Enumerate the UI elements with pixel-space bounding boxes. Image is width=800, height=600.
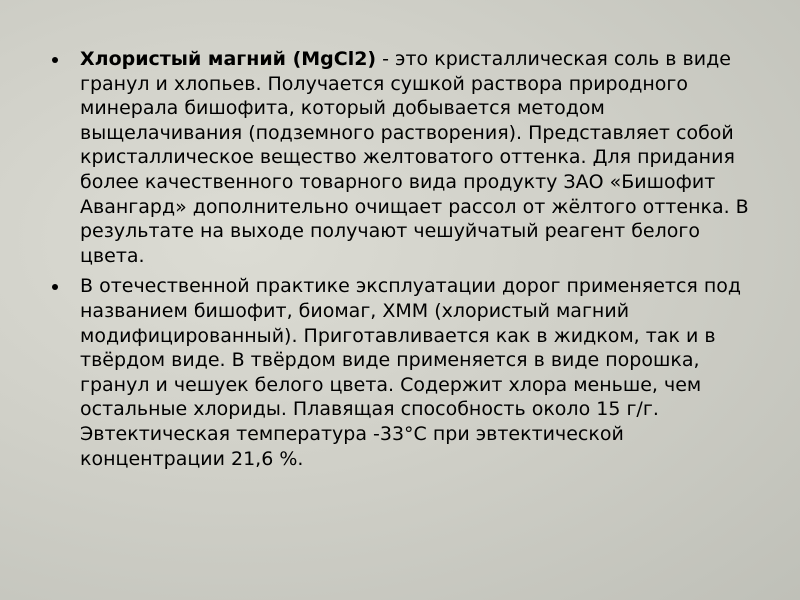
- bullet-list: [52, 47, 752, 477]
- bullet-text: - это кристаллическая соль в виде гранул и хлопьев. Получается сушкой раствора природного минерала бишофита, который добывается методом выщелачивания (подземного растворения). Представляет собой кристаллическое вещество желтоватого оттенка. Для придания более качественного товарного вида продукту ЗАО «Бишофит Авангард» дополнительно очищает рассол от жёлтого оттенка. В результате на выходе получают чешуйчатый реагент белого цвета.: [80, 48, 749, 267]
- bullet-text: В отечественной практике эксплуатации дорог применяется под названием бишофит, биомаг, ХММ (хлористый магний модифицированный). Приготавливается как в жидком, так и в твёрдом виде. В твёрдом виде применяется в виде порошка, гранул и чешуек белого цвета. Содержит хлора меньше, чем остальные хлориды. Плавящая способность около 15 г/г. Эвтектическая температура -33°С при эвтектической концентрации 21,6 %.: [80, 275, 742, 470]
- bullet-dot-icon: [52, 284, 58, 290]
- bullet-dot-icon: [52, 57, 58, 63]
- bullet-bold-lead: Хлористый магний (MgCl2): [80, 48, 377, 70]
- bullet-item-domestic-practice: [52, 274, 752, 471]
- bullet-item-magnesium-chloride: [52, 47, 752, 268]
